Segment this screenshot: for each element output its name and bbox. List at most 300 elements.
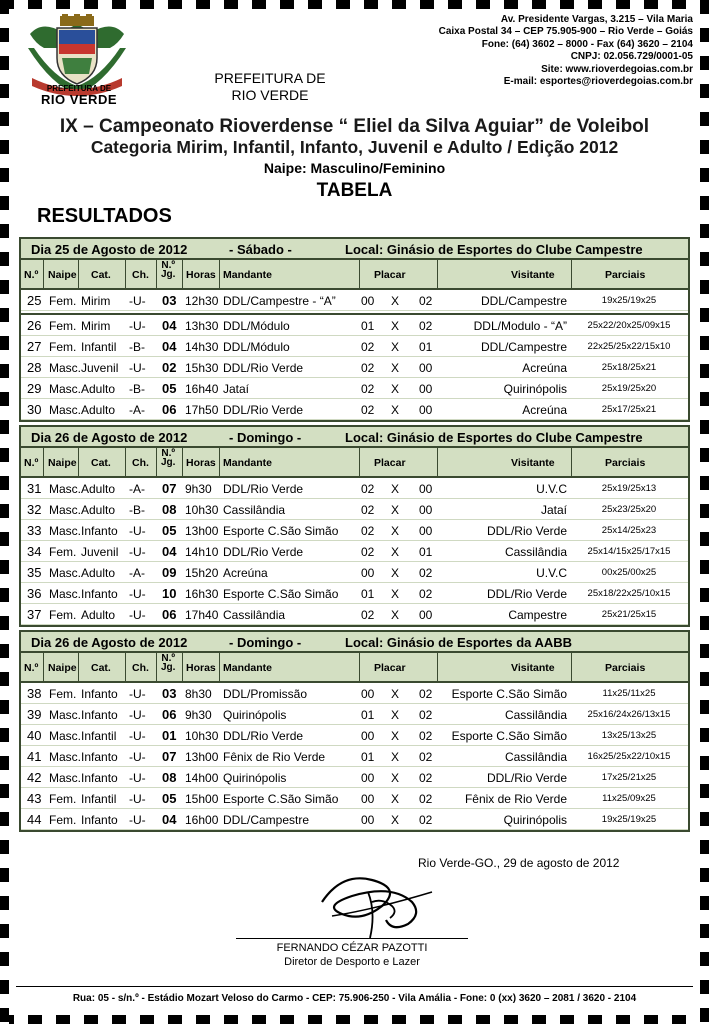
cell-parciais: 25x18/25x21 [601,362,657,373]
cell-parciais: 25x14/15x25/17x15 [587,546,671,557]
col-parciais: Parciais [605,269,646,281]
cell-jogo: 05 [162,791,177,806]
col-num: N.º [24,457,39,469]
cell-score-away: 00 [419,403,433,417]
cell-mandante: DDL/Campestre - “A” [223,294,336,308]
cell-score-home: 02 [361,340,375,354]
cell-hora: 17h50 [185,403,219,417]
cell-ch: -U- [129,708,146,722]
cell-parciais: 25x17/25x21 [601,404,657,415]
table-row [21,399,688,420]
cell-score-away: 00 [419,608,433,622]
cell-score-home: 02 [361,608,375,622]
results-table [19,630,690,832]
cell-score-home: 01 [361,319,375,333]
section-local: Local: Ginásio de Esportes do Clube Campestre [345,242,643,257]
cell-hora: 15h20 [185,566,219,580]
cell-score-away: 02 [419,687,433,701]
cell-cat: Adulto [81,503,116,517]
prefeitura-title-line2: RIO VERDE [231,87,309,103]
column-divider [78,448,79,476]
cell-visitante: Esporte C.São Simão [451,729,567,743]
cell-visitante: Fênix de Rio Verde [464,792,567,806]
cell-score-home: 02 [361,361,375,375]
cell-naipe: Fem. [49,608,77,622]
cell-mandante: Quirinópolis [223,771,287,785]
cell-score-away: 00 [419,524,433,538]
section-weekday: - Sábado - [229,242,292,257]
column-divider [571,448,572,476]
cell-num: 41 [27,749,42,764]
cell-visitante: Acreúna [522,403,567,417]
cell-naipe: Fem. [49,687,77,701]
column-divider [43,260,44,288]
section-date: Dia 26 de Agosto de 2012 [31,430,188,445]
cell-naipe: Masc. [49,403,82,417]
column-divider [359,653,360,681]
cell-cat: Infanto [81,750,118,764]
cell-num: 42 [27,770,42,785]
cell-score-x: X [391,750,400,764]
cell-parciais: 25x21/25x15 [601,609,657,620]
cell-hora: 14h30 [185,340,219,354]
table-row [21,704,688,725]
col-jogo: N.º Jg. [161,260,176,280]
cell-jogo: 04 [162,812,177,827]
cell-cat: Infanto [81,813,118,827]
cell-visitante: Quirinópolis [503,813,567,827]
column-divider [359,260,360,288]
column-divider [78,653,79,681]
cell-naipe: Masc. [49,708,82,722]
cell-ch: -A- [129,403,145,417]
cell-cat: Infanto [81,524,118,538]
cell-hora: 13h00 [185,524,219,538]
cell-score-x: X [391,729,400,743]
cell-cat: Adulto [81,482,116,496]
table-row [21,520,688,541]
cell-score-x: X [391,708,400,722]
cell-ch: -U- [129,319,146,333]
cell-jogo: 07 [162,749,177,764]
cell-score-away: 00 [419,503,433,517]
cell-jogo: 06 [162,402,177,417]
table-row [21,583,688,604]
signer-role: Diretor de Desporto e Lazer [284,956,420,968]
cell-cat: Mirim [81,319,111,333]
cell-score-away: 01 [419,340,433,354]
cell-ch: -B- [129,340,145,354]
table-row [21,290,688,311]
contact-address: Av. Presidente Vargas, 3.215 – Vila Maria [500,14,693,25]
cell-score-away: 02 [419,708,433,722]
col-visitante: Visitante [511,269,555,281]
cell-parciais: 25x19/25x13 [601,483,657,494]
col-visitante: Visitante [511,662,555,674]
cell-jogo: 02 [162,360,177,375]
cell-naipe: Masc. [49,587,82,601]
results-table [19,237,690,422]
cell-ch: -A- [129,566,145,580]
cell-ch: -U- [129,587,146,601]
column-header-row [21,448,688,478]
cell-num: 26 [27,318,42,333]
cell-parciais: 25x19/25x20 [601,383,657,394]
cell-score-home: 02 [361,503,375,517]
cell-score-x: X [391,545,400,559]
cell-naipe: Fem. [49,813,77,827]
column-header-row [21,260,688,290]
column-divider [359,448,360,476]
cell-cat: Infanto [81,687,118,701]
cell-score-away: 02 [419,729,433,743]
results-table [19,425,690,627]
col-placar: Placar [374,662,406,674]
col-mandante: Mandante [223,457,273,469]
footer-address: Rua: 05 - s/n.º - Estádio Mozart Veloso do Carmo - CEP: 75.906-250 - Vila Amália - Fone: 0 (xx) 3620 – 2081 / 3620 - 2104 [72,993,637,1004]
signature-line [236,938,468,939]
cell-num: 40 [27,728,42,743]
column-divider [219,260,220,288]
cell-ch: -U- [129,729,146,743]
cell-score-home: 00 [361,729,375,743]
cell-jogo: 05 [162,381,177,396]
contact-block [439,14,693,88]
column-divider [43,448,44,476]
cell-naipe: Masc. [49,503,82,517]
column-divider [156,260,157,288]
cell-visitante: DDL/Rio Verde [486,524,567,538]
cell-parciais: 00x25/00x25 [601,567,657,578]
cell-mandante: Cassilândia [223,503,286,517]
cell-num: 31 [27,481,42,496]
cell-mandante: DDL/Promissão [223,687,308,701]
contact-phone: Fone: (64) 3602 – 8000 - Fax (64) 3620 – 2104 [481,38,693,50]
championship-title: IX – Campeonato Rioverdense “ Eliel da Silva Aguiar” de Voleibol [59,116,650,137]
cell-jogo: 10 [162,586,177,601]
cell-jogo: 06 [162,707,177,722]
col-cat: Cat. [91,457,111,469]
cell-num: 35 [27,565,42,580]
cell-score-home: 02 [361,403,375,417]
cell-ch: -U- [129,524,146,538]
cell-jogo: 05 [162,523,177,538]
section-weekday: - Domingo - [229,635,302,650]
cell-cat: Adulto [81,382,116,396]
cell-naipe: Masc. [49,750,82,764]
cell-naipe: Fem. [49,319,77,333]
cell-score-home: 01 [361,750,375,764]
col-mandante: Mandante [223,269,273,281]
cell-parciais: 13x25/13x25 [601,730,657,741]
cell-score-x: X [391,524,400,538]
col-parciais: Parciais [605,662,646,674]
cell-num: 36 [27,586,42,601]
cell-mandante: Esporte C.São Simão [223,587,339,601]
section-date: Dia 25 de Agosto de 2012 [31,242,188,257]
cell-score-home: 02 [361,545,375,559]
section-header [21,632,688,653]
cell-jogo: 04 [162,318,177,333]
section-header [21,427,688,448]
section-local: Local: Ginásio de Esportes do Clube Campestre [345,430,643,445]
cell-hora: 8h30 [185,687,212,701]
contact-site: Site: www.rioverdegoias.com.br [541,63,693,75]
cell-cat: Adulto [81,566,116,580]
cell-parciais: 16x25/25x22/10x15 [587,751,671,762]
section-date: Dia 26 de Agosto de 2012 [31,635,188,650]
column-divider [219,653,220,681]
results-heading: RESULTADOS [37,205,172,227]
cell-num: 28 [27,360,42,375]
column-divider [156,448,157,476]
cell-parciais: 25x16/24x26/13x15 [587,709,671,720]
table-row [21,541,688,562]
cell-num: 29 [27,381,42,396]
table-row [21,604,688,625]
cell-ch: -U- [129,792,146,806]
cell-visitante: Campestre [508,608,567,622]
cell-visitante: DDL/Campestre [480,340,567,354]
col-naipe: Naipe [48,457,77,469]
table-row [21,767,688,788]
col-jogo: N.º Jg. [161,653,176,673]
cell-mandante: Fênix de Rio Verde [223,750,326,764]
cell-num: 32 [27,502,42,517]
cell-parciais: 19x25/19x25 [601,814,657,825]
column-divider [78,260,79,288]
signer-name: FERNANDO CÉZAR PAZOTTI [276,942,428,954]
cell-score-x: X [391,403,400,417]
contact-cnpj: CNPJ: 02.056.729/0001-05 [570,51,693,63]
cell-naipe: Masc. [49,382,82,396]
cell-score-x: X [391,687,400,701]
cell-naipe: Masc. [49,771,82,785]
cell-parciais: 17x25/21x25 [601,772,657,783]
cell-score-home: 02 [361,382,375,396]
table-row [21,378,688,399]
cell-cat: Infanto [81,587,118,601]
cell-num: 39 [27,707,42,722]
cell-cat: Infanto [81,708,118,722]
col-jogo: N.º Jg. [161,448,176,468]
cell-num: 37 [27,607,42,622]
cell-score-away: 02 [419,319,433,333]
place-date: Rio Verde-GO., 29 de agosto de 2012 [418,856,620,870]
cell-score-x: X [391,587,400,601]
cell-mandante: Cassilândia [223,608,286,622]
column-divider [437,260,438,288]
tabela-title: TABELA [316,180,393,201]
cell-mandante: DDL/Rio Verde [223,545,304,559]
cell-ch: -U- [129,545,146,559]
footer-divider [16,986,693,987]
cell-visitante: DDL/Campestre [480,294,567,308]
col-ch: Ch. [132,269,149,281]
cell-score-home: 00 [361,792,375,806]
cell-hora: 15h30 [185,361,219,375]
cell-jogo: 07 [162,481,177,496]
cell-score-home: 01 [361,708,375,722]
cell-visitante: Acreúna [522,361,567,375]
col-cat: Cat. [91,662,111,674]
cell-hora: 9h30 [185,482,212,496]
cell-num: 38 [27,686,42,701]
cell-score-x: X [391,771,400,785]
cell-score-home: 00 [361,294,375,308]
cell-score-home: 00 [361,813,375,827]
cell-score-x: X [391,319,400,333]
cell-hora: 14h10 [185,545,219,559]
cell-hora: 17h40 [185,608,219,622]
cell-cat: Juvenil [81,545,119,559]
cell-score-x: X [391,813,400,827]
cell-score-x: X [391,294,400,308]
cell-score-away: 00 [419,482,433,496]
cell-hora: 9h30 [185,708,212,722]
col-parciais: Parciais [605,457,646,469]
cell-mandante: Esporte C.São Simão [223,792,339,806]
cell-ch: -U- [129,361,146,375]
cell-visitante: DDL/Rio Verde [486,771,567,785]
col-horas: Horas [186,662,216,674]
cell-naipe: Fem. [49,545,77,559]
cell-mandante: DDL/Rio Verde [223,403,304,417]
table-row [21,683,688,704]
table-row [21,809,688,830]
cell-ch: -B- [129,382,145,396]
table-row [21,336,688,357]
cell-score-x: X [391,340,400,354]
cell-score-home: 00 [361,687,375,701]
cell-score-away: 02 [419,587,433,601]
section-weekday: - Domingo - [229,430,302,445]
cell-visitante: U.V.C [536,482,567,496]
cell-ch: -A- [129,482,145,496]
cell-hora: 13h00 [185,750,219,764]
column-divider [182,448,183,476]
cell-parciais: 22x25/25x22/15x10 [587,341,671,352]
cell-naipe: Masc. [49,729,82,743]
cell-mandante: Esporte C.São Simão [223,524,339,538]
cell-mandante: DDL/Rio Verde [223,361,304,375]
cell-parciais: 25x23/25x20 [601,504,657,515]
cell-score-away: 00 [419,382,433,396]
table-row [21,499,688,520]
table-row [21,357,688,378]
cell-parciais: 11x25/11x25 [602,688,656,699]
column-divider [571,653,572,681]
column-divider [182,260,183,288]
col-num: N.º [24,269,39,281]
cell-naipe: Fem. [49,294,77,308]
cell-visitante: DDL/Rio Verde [486,587,567,601]
cell-visitante: U.V.C [536,566,567,580]
table-row [21,788,688,809]
crest-label-prefeitura: PREFEITURA DE [46,84,112,93]
cell-score-away: 02 [419,771,433,785]
section-local: Local: Ginásio de Esportes da AABB [345,635,573,650]
column-divider [156,653,157,681]
column-divider [125,448,126,476]
column-divider [571,260,572,288]
cell-score-away: 02 [419,566,433,580]
cell-score-x: X [391,382,400,396]
cell-mandante: Jataí [223,382,250,396]
naipe-title: Naipe: Masculino/Feminino [263,160,446,176]
table-row [21,562,688,583]
cell-score-away: 02 [419,792,433,806]
cell-jogo: 04 [162,339,177,354]
table-row [21,478,688,499]
cell-jogo: 06 [162,607,177,622]
category-title: Categoria Mirim, Infantil, Infanto, Juvenil e Adulto / Edição 2012 [90,137,619,157]
cell-ch: -U- [129,750,146,764]
cell-num: 25 [27,293,42,308]
cell-jogo: 01 [162,728,177,743]
crest-label-rio-verde: RIO VERDE [40,92,117,107]
signature-icon [312,862,452,942]
contact-email: E-mail: esportes@rioverdegoias.com.br [503,76,693,88]
col-horas: Horas [186,269,216,281]
col-mandante: Mandante [223,662,273,674]
cell-score-home: 01 [361,587,375,601]
cell-cat: Infantil [81,340,117,354]
cell-jogo: 08 [162,770,177,785]
column-divider [219,448,220,476]
cell-mandante: DDL/Módulo [223,340,290,354]
cell-hora: 16h40 [185,382,219,396]
cell-hora: 15h00 [185,792,219,806]
col-placar: Placar [374,269,406,281]
cell-parciais: 25x18/22x25/10x15 [587,588,671,599]
col-ch: Ch. [132,457,149,469]
column-divider [43,653,44,681]
cell-mandante: DDL/Rio Verde [223,482,304,496]
cell-parciais: 11x25/09x25 [602,793,656,804]
cell-parciais: 25x22/20x25/09x15 [587,320,671,331]
cell-score-x: X [391,361,400,375]
col-placar: Placar [374,457,406,469]
cell-score-away: 02 [419,813,433,827]
col-cat: Cat. [91,269,111,281]
cell-score-home: 02 [361,524,375,538]
cell-naipe: Masc. [49,482,82,496]
column-divider [437,653,438,681]
col-visitante: Visitante [511,457,555,469]
cell-score-x: X [391,792,400,806]
col-ch: Ch. [132,662,149,674]
prefeitura-title [190,70,350,104]
cell-hora: 10h30 [185,729,219,743]
cell-visitante: Esporte C.São Simão [451,687,567,701]
cell-ch: -B- [129,503,145,517]
cell-score-x: X [391,566,400,580]
cell-ch: -U- [129,771,146,785]
col-naipe: Naipe [48,662,77,674]
col-naipe: Naipe [48,269,77,281]
cell-cat: Juvenil [81,361,119,375]
cell-num: 27 [27,339,42,354]
cell-mandante: DDL/Módulo [223,319,290,333]
cell-ch: -U- [129,608,146,622]
table-row [21,315,688,336]
cell-naipe: Fem. [49,792,77,806]
cell-cat: Adulto [81,608,116,622]
column-header-row [21,653,688,683]
cell-num: 43 [27,791,42,806]
cell-hora: 16h00 [185,813,219,827]
